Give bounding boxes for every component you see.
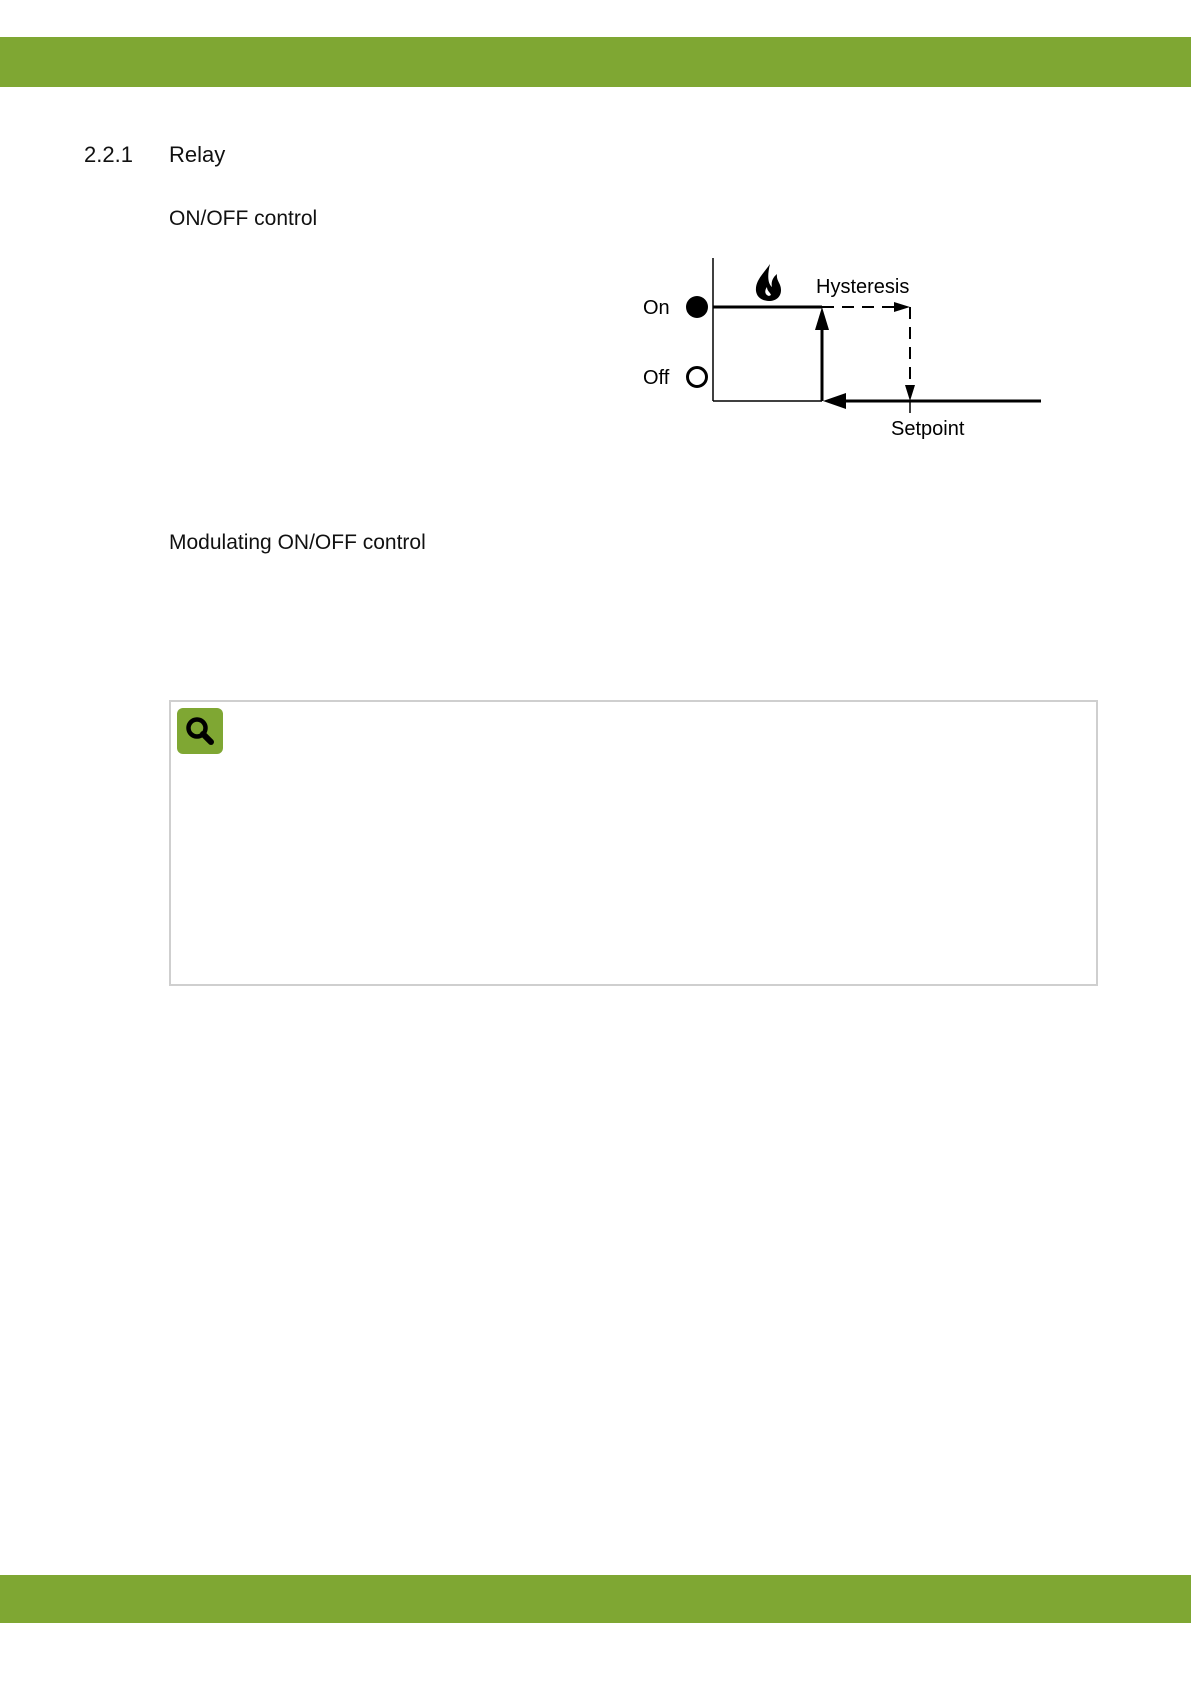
up-arrow-icon [815, 307, 829, 330]
header-band [0, 37, 1191, 87]
on-label: On [643, 297, 670, 319]
subheading-modulating-on-off-control: Modulating ON/OFF control [169, 531, 426, 554]
note-box [169, 700, 1098, 986]
subheading-on-off-control: ON/OFF control [169, 207, 318, 230]
off-label: Off [643, 367, 670, 389]
down-arrow-icon [905, 385, 915, 401]
relay-hysteresis-diagram [630, 250, 1060, 450]
hysteresis-label: Hysteresis [816, 276, 910, 298]
search-icon [177, 708, 223, 754]
left-arrow-icon [823, 393, 846, 409]
section-title: Relay [169, 142, 226, 167]
right-arrow-icon [894, 302, 910, 312]
filled-circle-icon [686, 296, 708, 318]
section-number: 2.2.1 [84, 142, 133, 167]
open-circle-icon [688, 368, 707, 387]
setpoint-label: Setpoint [891, 418, 965, 440]
footer-band [0, 1575, 1191, 1623]
